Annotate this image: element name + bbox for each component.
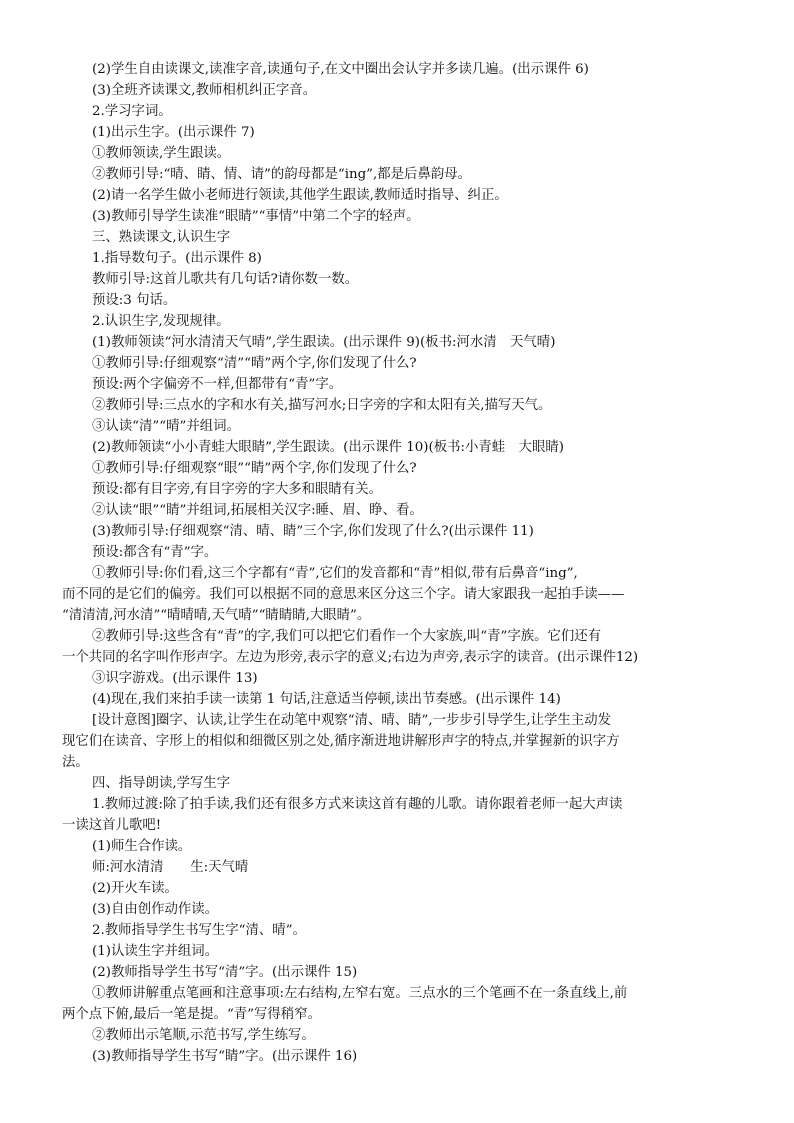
- text-line: 法。: [62, 755, 89, 770]
- text-line: ③识字游戏。(出示课件 13): [92, 671, 258, 686]
- text-line: (4)现在,我们来拍手读一读第 1 句话,注意适当停顿,读出节奏感。(出示课件 14): [92, 692, 561, 707]
- text-line: ①教师引导:仔细观察“眼”“睛”两个字,你们发现了什么?: [92, 461, 417, 476]
- text-line: 两个点下俯,最后一笔是提。“青”写得稍窄。: [62, 1007, 321, 1022]
- text-line: 一读这首儿歌吧!: [62, 818, 162, 833]
- design-intent: [设计意图]圈字、认读,让学生在动笔中观察“清、晴、睛”,一步步引导学生,让学生主动发: [92, 713, 611, 728]
- text-line: 一个共同的名字叫作形声字。左边为形旁,表示字的意义;右边为声旁,表示字的读音。(出示课件12): [62, 650, 639, 665]
- section-heading: 四、指导朗读,学写生字: [92, 776, 231, 791]
- text-line: 2.学习字词。: [92, 104, 172, 119]
- text-line: 2.教师指导学生书写生字“清、晴”。: [92, 923, 306, 938]
- text-line: ②教师引导:三点水的字和水有关,描写河水;日字旁的字和太阳有关,描写天气。: [92, 398, 552, 413]
- text-line: 预设:3 句话。: [92, 293, 177, 308]
- text-line: 而不同的是它们的偏旁。我们可以根据不同的意思来区分这三个字。请大家跟我一起拍手读——: [62, 587, 625, 602]
- text-line: (2)开火车读。: [92, 881, 178, 896]
- text-line: 1.教师过渡:除了拍手读,我们还有很多方式来读这首有趣的儿歌。请你跟着老师一起大声读: [92, 797, 623, 812]
- text-line: ②教师引导:“晴、睛、情、请”的韵母都是“ing”,都是后鼻韵母。: [92, 167, 472, 182]
- text-line: (3)教师指导学生书写“睛”字。(出示课件 16): [92, 1049, 358, 1064]
- text-line: (2)教师指导学生书写“清”字。(出示课件 15): [92, 965, 358, 980]
- text-line: ②认读“眼”“睛”并组词,拓展相关汉字:睡、眉、睁、看。: [92, 503, 423, 518]
- text-line: ②教师出示笔顺,示范书写,学生练写。: [92, 1028, 315, 1043]
- text-line: (3)教师引导学生读准“眼睛”“事情”中第二个字的轻声。: [92, 209, 420, 224]
- text-line: (1)师生合作读。: [92, 839, 192, 854]
- text-line: 预设:两个字偏旁不一样,但都带有“青”字。: [92, 377, 343, 392]
- text-line: 2.认识生字,发现规律。: [92, 314, 230, 329]
- text-line: (3)教师引导:仔细观察“清、晴、睛”三个字,你们发现了什么?(出示课件 11): [92, 524, 534, 539]
- text-line: 预设:都有目字旁,有目字旁的字大多和眼睛有关。: [92, 482, 382, 497]
- text-line: ③认读“清”“晴”并组词。: [92, 419, 240, 434]
- text-line: (1)教师领读“河水清清天气晴”,学生跟读。(出示课件 9)(板书:河水清 天气晴): [92, 335, 556, 350]
- text-line: (2)请一名学生做小老师进行领读,其他学生跟读,教师适时指导、纠正。: [92, 188, 508, 203]
- text-line: ①教师引导:仔细观察“清”“晴”两个字,你们发现了什么?: [92, 356, 417, 371]
- text-line: (2)教师领读“小小青蛙大眼睛”,学生跟读。(出示课件 10)(板书:小青蛙 大眼睛): [92, 440, 564, 455]
- text-line: ①教师讲解重点笔画和注意事项:左右结构,左窄右宽。三点水的三个笔画不在一条直线上,前: [92, 986, 628, 1001]
- text-line: (3)自由创作动作读。: [92, 902, 219, 917]
- text-line: ②教师引导:这些含有“青”的字,我们可以把它们看作一个大家族,叫“青”字族。它们还有: [92, 629, 602, 644]
- text-line: (3)全班齐读课文,教师相机纠正字音。: [92, 83, 317, 98]
- text-line: (2)学生自由读课文,读准字音,读通句子,在文中圈出会认字并多读几遍。(出示课件 6): [92, 62, 589, 77]
- text-line: 教师引导:这首儿歌共有几句话?请你数一数。: [92, 272, 359, 287]
- text-line: 现它们在读音、字形上的相似和细微区别之处,循序渐进地讲解形声字的特点,并掌握新的识字方: [62, 734, 620, 749]
- section-heading: 三、熟读课文,认识生字: [92, 230, 231, 245]
- text-line: 师:河水清清 生:天气晴: [92, 860, 249, 875]
- text-line: 1.指导数句子。(出示课件 8): [92, 251, 262, 266]
- text-line: (1)出示生字。(出示课件 7): [92, 125, 255, 140]
- text-line: “清清清,河水清”“晴晴晴,天气晴”“睛睛睛,大眼睛”。: [62, 608, 371, 623]
- text-line: ①教师引导:你们看,这三个字都有“青”,它们的发音都和“青”相似,带有后鼻音“ing”,: [92, 566, 578, 581]
- text-line: (1)认读生字并组词。: [92, 944, 219, 959]
- text-line: 预设:都含有“青”字。: [92, 545, 218, 560]
- text-line: ①教师领读,学生跟读。: [92, 146, 231, 161]
